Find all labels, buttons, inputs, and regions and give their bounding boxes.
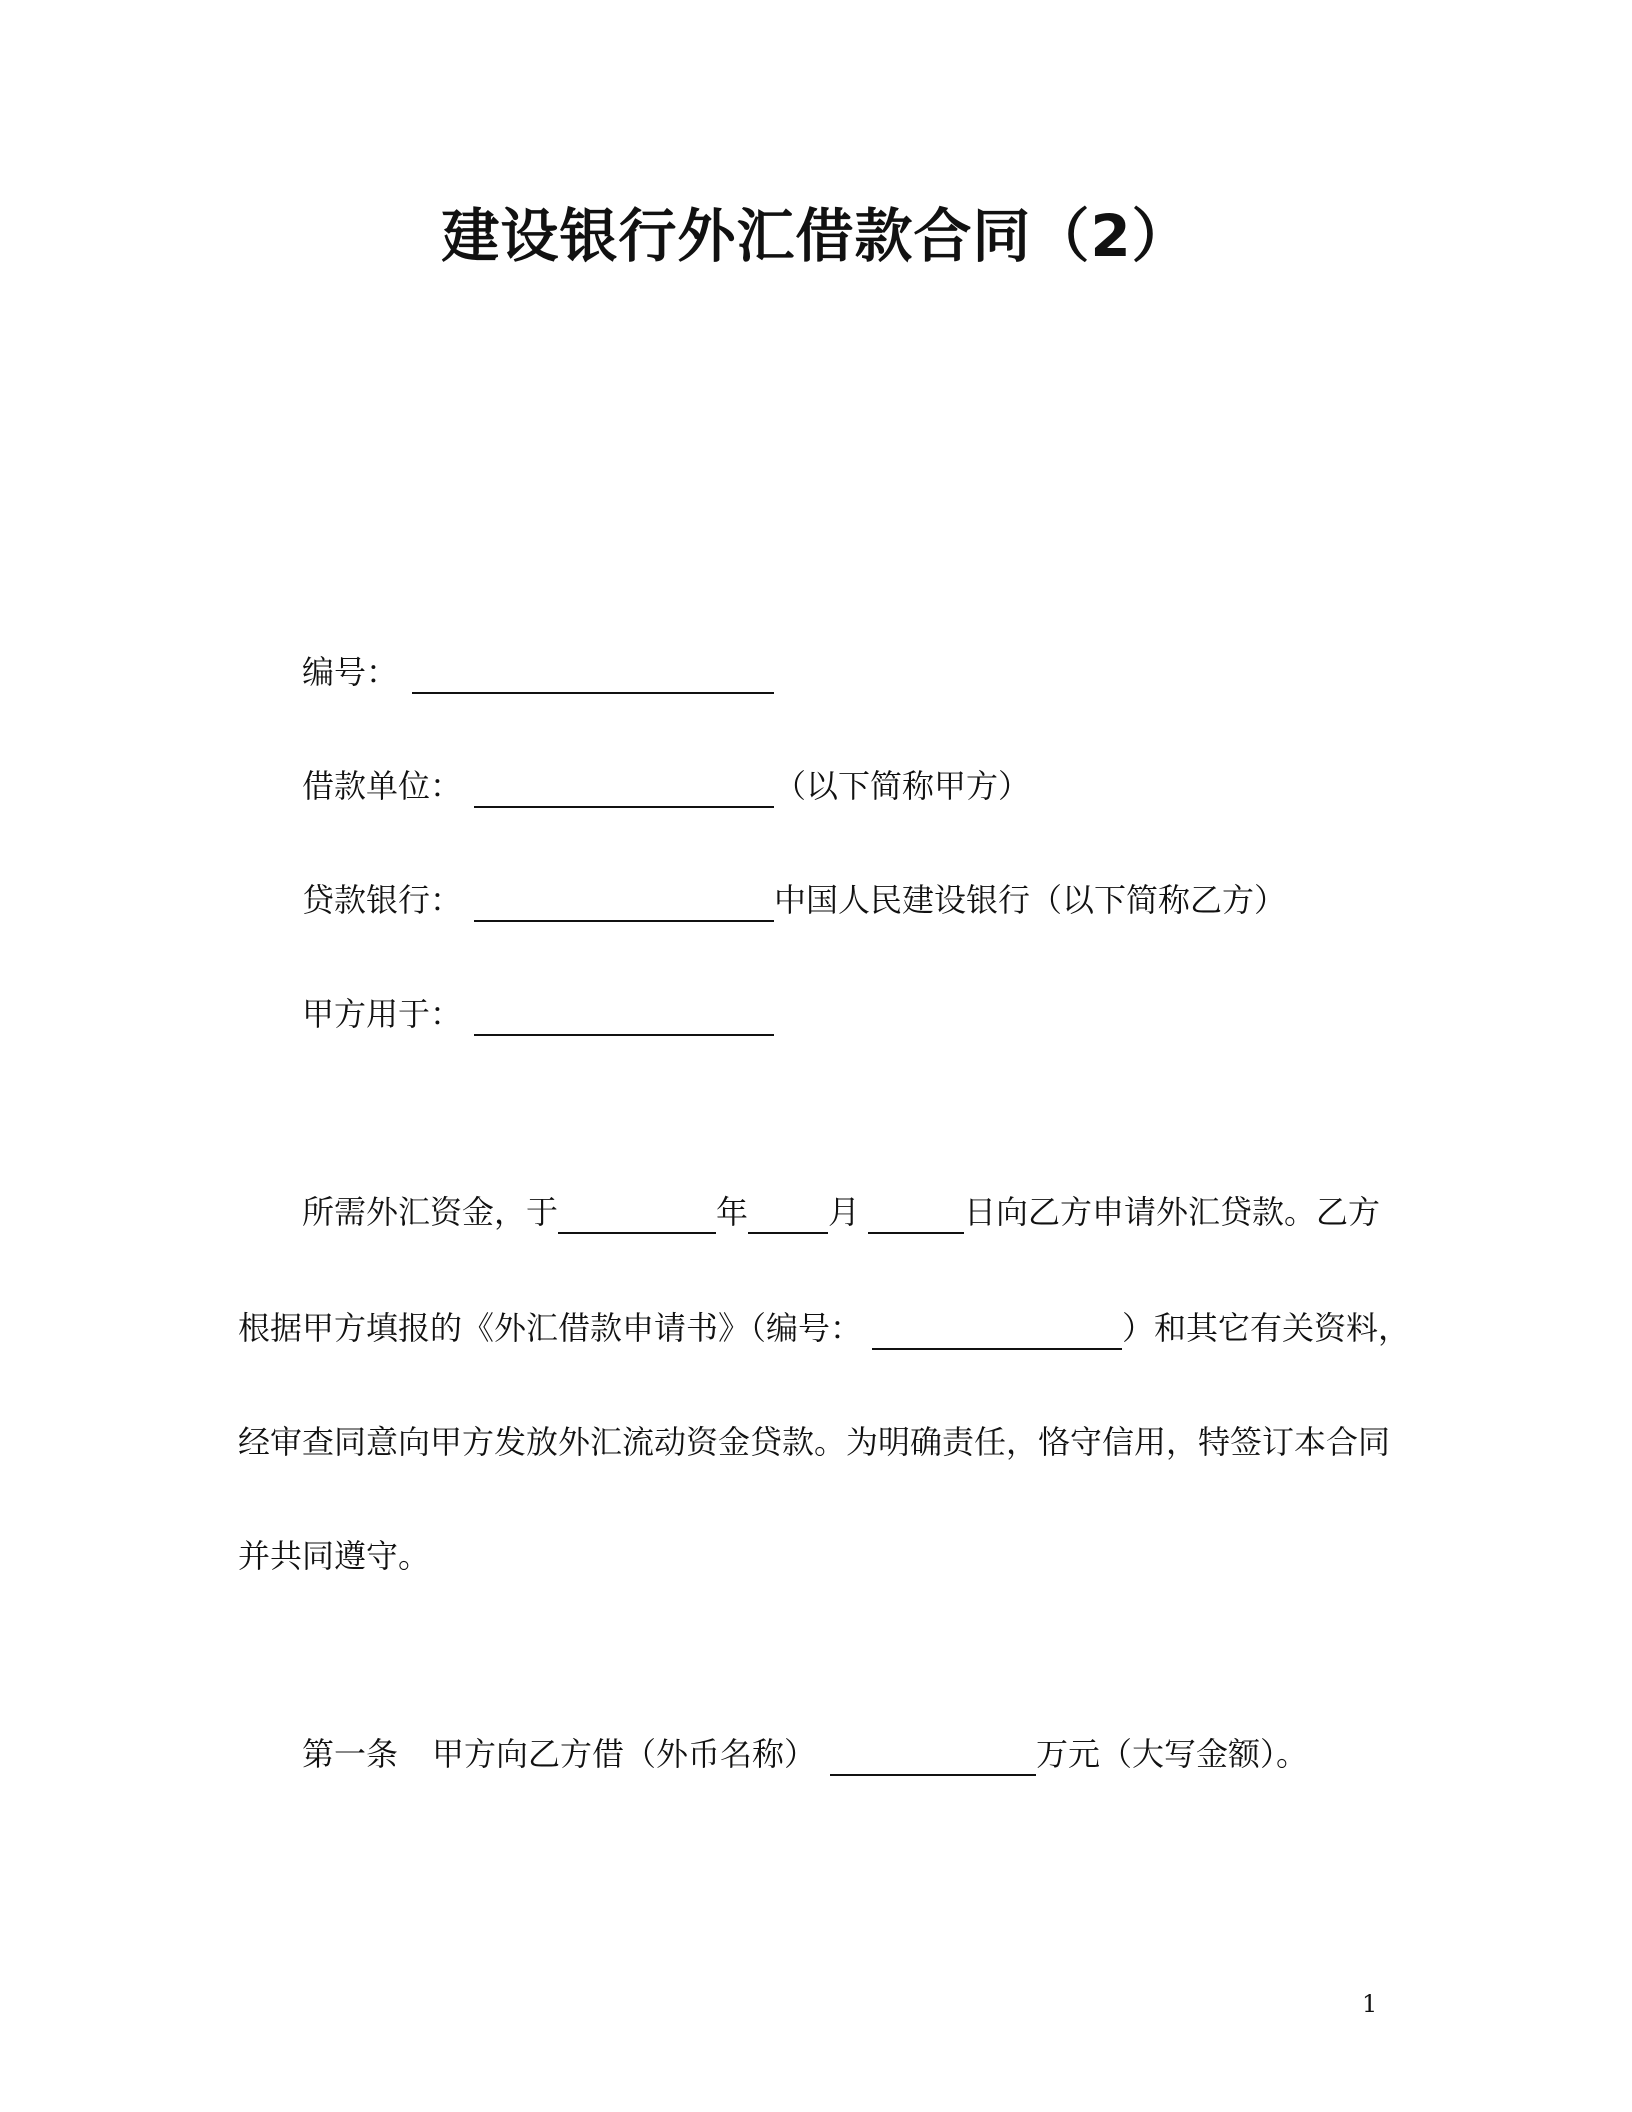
lender-suffix: 中国人民建设银行（以下简称乙方） <box>774 881 1287 919</box>
month-label: 月 <box>828 1193 861 1231</box>
borrower-suffix: （以下简称甲方） <box>774 767 1031 805</box>
paragraph-seg1: 所需外汇资金，于 <box>302 1193 559 1231</box>
paragraph-line4: 并共同遵守。 <box>238 1537 431 1575</box>
paragraph-line-3 <box>238 1420 1390 1464</box>
borrower-label: 借款单位： <box>302 767 463 805</box>
application-number-blank <box>872 1310 1122 1350</box>
purpose-blank <box>474 996 774 1036</box>
number-label: 编号： <box>302 653 399 691</box>
borrower-field-row <box>302 764 1030 808</box>
paragraph-line-1 <box>302 1190 1380 1234</box>
article-1-text-b: 万元（大写金额）。 <box>1036 1735 1309 1773</box>
paragraph-line-2 <box>238 1306 1410 1350</box>
number-blank <box>412 654 774 694</box>
year-label: 年 <box>716 1193 749 1231</box>
paragraph-seg2: 日向乙方申请外汇贷款。乙方 <box>964 1193 1381 1231</box>
borrower-blank <box>474 768 774 808</box>
paragraph-line-4 <box>238 1534 430 1578</box>
article-1 <box>302 1732 1308 1776</box>
purpose-label: 甲方用于： <box>302 995 463 1033</box>
month-blank <box>748 1194 828 1234</box>
paragraph-line2-b: ）和其它有关资料， <box>1122 1309 1411 1347</box>
article-1-text-a: 甲方向乙方借（外币名称） <box>432 1735 817 1773</box>
lender-blank <box>474 882 774 922</box>
paragraph-line3: 经审查同意向甲方发放外汇流动资金贷款。为明确责任，恪守信用，特签订本合同 <box>238 1423 1391 1461</box>
page-number: 1 <box>1362 1990 1378 2018</box>
currency-amount-blank <box>830 1736 1036 1776</box>
number-field-row <box>302 650 774 694</box>
lender-label: 贷款银行： <box>302 881 463 919</box>
document-title: 建设银行外汇借款合同（2） <box>441 202 1191 270</box>
lender-field-row <box>302 878 1286 922</box>
article-1-number: 第一条 <box>302 1735 399 1773</box>
purpose-field-row <box>302 992 774 1036</box>
year-blank <box>558 1194 716 1234</box>
paragraph-line2-a: 根据甲方填报的《外汇借款申请书》（编号： <box>238 1309 863 1347</box>
day-blank <box>868 1194 964 1234</box>
